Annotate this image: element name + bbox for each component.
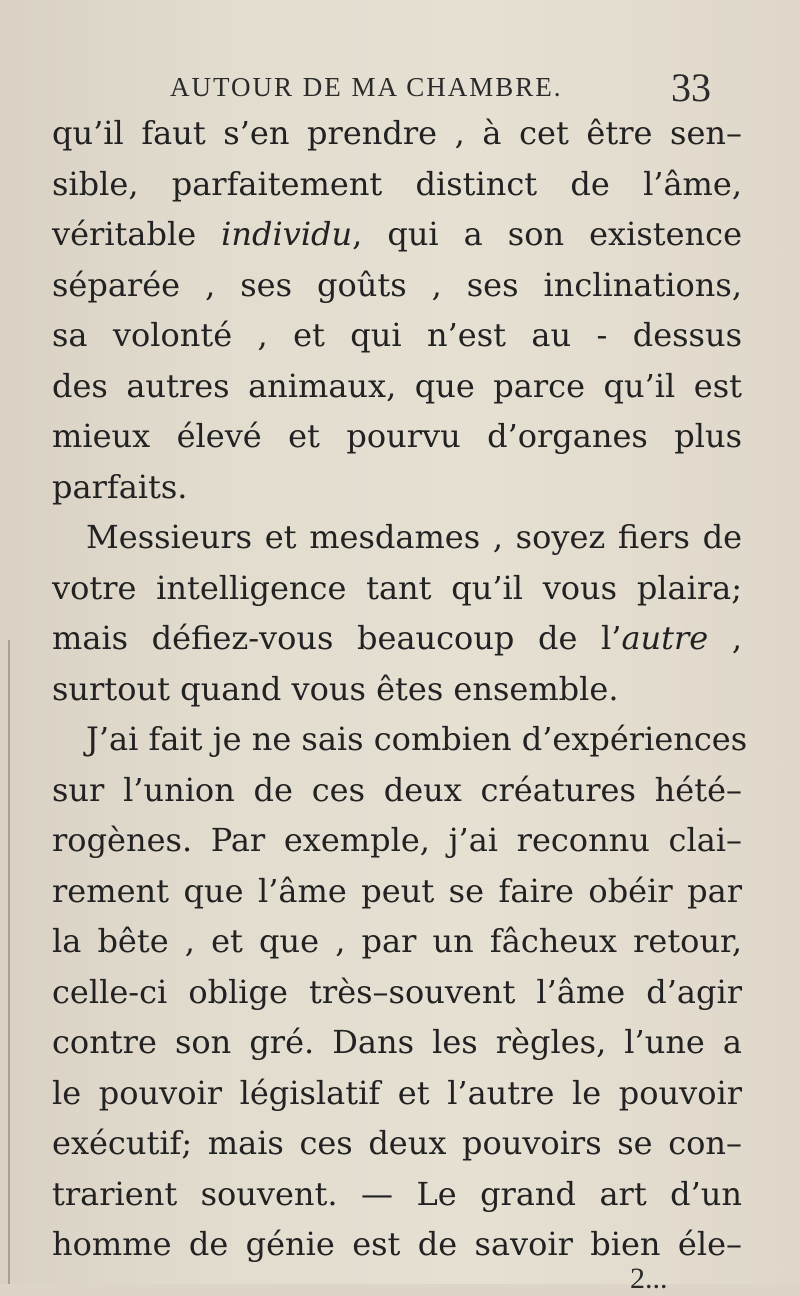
text-line-6: des autres animaux, que parce qu’il est xyxy=(52,366,742,405)
text-line-23: homme de génie est de savoir bien éle– xyxy=(52,1225,742,1263)
text-line-20: le pouvoir législatif et l’autre le pouvoir xyxy=(52,1073,742,1112)
text-line-2: sible, parfaitement distinct de l’âme, xyxy=(52,164,742,203)
text-line-3: véritable individu, qui a son existence xyxy=(52,215,743,253)
italic-word-autre: autre xyxy=(621,619,709,657)
catchword: 2... xyxy=(630,1262,668,1295)
page-edge-rule xyxy=(8,640,10,1284)
body-text xyxy=(52,108,748,1270)
text-line-22: trarient souvent. — Le grand art d’un xyxy=(52,1174,742,1213)
text-line-13: J’ai fait je ne sais combien d’expériences xyxy=(86,720,748,758)
text-line-8: parfaits. xyxy=(52,467,188,506)
italic-word-individu: individu xyxy=(221,215,353,253)
text-line-4: séparée , ses goûts , ses inclinations, xyxy=(52,265,742,304)
text-line-7: mieux élevé et pourvu d’organes plus xyxy=(52,417,742,455)
text-line-21: exécutif; mais ces deux pouvoirs se con– xyxy=(52,1124,742,1162)
text-line-11: mais défiez-vous beaucoup de l’autre , xyxy=(52,619,743,657)
text-line-15: rogènes. Par exemple, j’ai reconnu clai– xyxy=(52,821,742,859)
text-line-1: qu’il faut s’en prendre , à cet être sen– xyxy=(52,114,742,152)
text-line-18: celle-ci oblige très–souvent l’âme d’agir xyxy=(52,972,742,1011)
text-line-9: Messieurs et mesdames , soyez fiers de xyxy=(86,518,742,556)
text-line-5: sa volonté , et qui n’est au - dessus xyxy=(52,316,742,354)
text-line-17: la bête , et que , par un fâcheux retour, xyxy=(52,922,742,960)
page-number: 33 xyxy=(671,65,711,110)
text-line-14: sur l’union de ces deux créatures hété– xyxy=(52,770,742,809)
text-line-10: votre intelligence tant qu’il vous plaira; xyxy=(52,568,742,607)
text-line-19: contre son gré. Dans les règles, l’une a xyxy=(52,1023,742,1061)
running-head: AUTOUR DE MA CHAMBRE. xyxy=(170,72,563,102)
text-line-12: surtout quand vous êtes ensemble. xyxy=(52,669,619,708)
text-line-16: rement que l’âme peut se faire obéir par xyxy=(52,871,742,910)
